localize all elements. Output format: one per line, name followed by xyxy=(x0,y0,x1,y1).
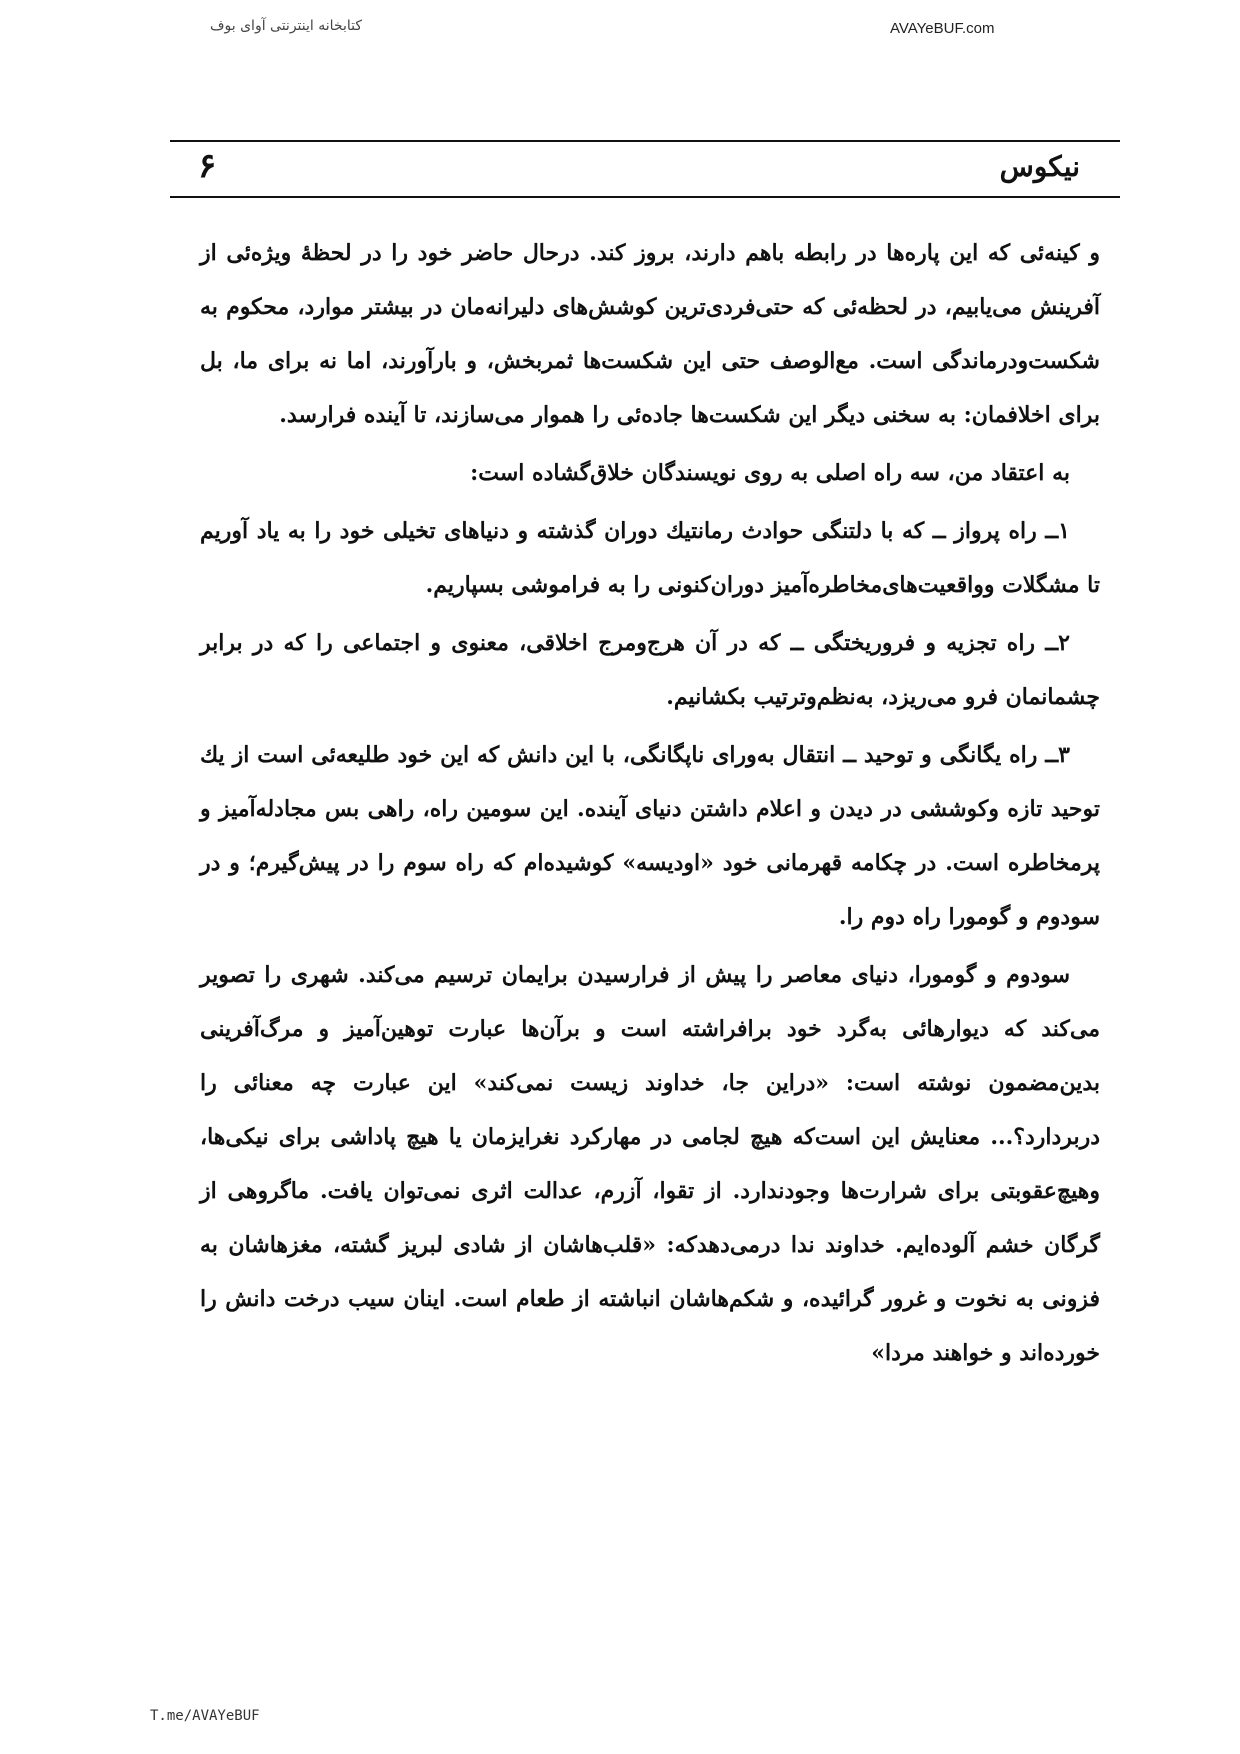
paragraph: و کینه‌ئی که این پاره‌ها در رابطه باهم دارند، بروز کند. درحال حاضر خود را در لحظهٔ ویژه‌ئی از آفرینش می‌یابیم، در لحظه‌ئی که حتی‌فردی‌ترین کوشش‌های دلیرانه‌مان در بیشتر موارد، محکوم به شکست‌ودرماندگی است. مع‌الوصف حتی این شکست‌ها ثمربخش، و بارآورند، اما نه برای ما، بل برای اخلافمان: به سخنی دیگر این شکست‌ها جاده‌ئی را هموار می‌سازند، تا آینده فرارسد. xyxy=(200,240,1100,428)
site-url: AVAYeBUF.com xyxy=(890,20,995,37)
telegram-link[interactable]: T.me/AVAYeBUF xyxy=(150,1708,260,1724)
paragraph: سودوم و گومورا، دنیای معاصر را پیش از فرارسیدن برایمان ترسیم می‌کند. شهری را تصویر می‌کند که دیوارهائی به‌گرد خود برافراشته است و برآن‌ها عبارت توهین‌آمیز و مرگ‌آفرینی بدین‌مضمون نوشته است: «دراین جا، خداوند زیست نمی‌کند» این عبارت چه معنائی را دربردارد؟... معنایش این است‌که هیچ لجامی در مهارکرد نغرایزمان یا هیچ پاداشی برای نیکی‌ها، وهیچ‌عقوبتی برای شرارت‌ها وجودندارد. از تقوا، آزرم، عدالت اثری نمی‌توان یافت. ماگروهی از گرگان خشم آلوده‌ایم. خداوند ندا درمی‌دهدکه: «قلب‌هاشان از شادی لبریز گشته، مغزهاشان به فزونی به نخوت و غرور گرائیده، و شکم‌هاشان انباشته از طعام است. اینان سیب درخت دانش را خورده‌اند و خواهند مردا» xyxy=(200,962,1100,1366)
paragraph: به اعتقاد من، سه راه اصلی به روی نویسندگان خلاق‌گشاده است: xyxy=(470,460,1070,486)
page-body xyxy=(200,226,1100,1384)
running-head xyxy=(170,146,1120,190)
book-title: نیکوس xyxy=(999,150,1080,183)
site-name-fa: کتابخانه اینترنتی آوای بوف xyxy=(210,18,362,34)
paragraph: ۱ــ راه پرواز ــ که با دلتنگی حوادث رمانتیك دوران گذشته و دنیاهای تخیلی خود را به یاد آوریم تا مشگلات وواقعیت‌های‌مخاطره‌آمیز دوران‌کنونی را به فراموشی بسپاریم. xyxy=(200,518,1100,598)
paragraph: ۲ــ راه تجزیه و فروریختگی ــ که در آن هرج‌ومرج اخلاقی، معنوی و اجتماعی را که در برابر چشمانمان فرو می‌ریزد، به‌نظم‌وترتیب بکشانیم. xyxy=(200,630,1100,710)
header-rule-top xyxy=(170,140,1120,142)
paragraph: ۳ــ راه یگانگی و توحید ــ انتقال به‌ورای ناپگانگی، با این دانش که این خود طلیعه‌ئی است از یك توحید تازه وکوششی در دیدن و اعلام داشتن دنیای آینده. این سومین راه، راهی بس مجادله‌آمیز و پرمخاطره است. در چکامه قهرمانی خود «اودیسه» کوشیده‌ام که راه سوم را در پیش‌گیرم؛ و در سودوم و گومورا راه دوم را. xyxy=(200,742,1100,930)
header-rule-bottom xyxy=(170,196,1120,198)
page-number: ۶ xyxy=(198,146,217,186)
